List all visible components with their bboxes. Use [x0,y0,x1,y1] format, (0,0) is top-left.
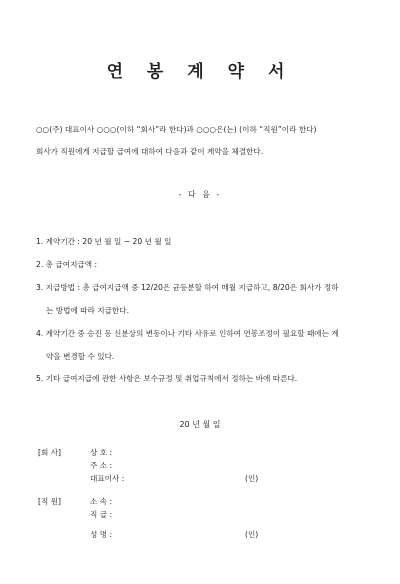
clause-2: 2. 총 급여지급액 : [36,260,98,269]
employee-seal-mark: (인) [245,530,259,539]
intro-line-1: ○○(주) 대표이사 ○○○(이하 “회사”라 한다)과 ○○○은(는) (이하 “직원”이라 한다) [36,125,317,134]
contract-date: 20 년 월 일 [179,420,221,429]
clause-4: 4. 계약기간 중 승진 등 신분상의 변동이나 기타 사유로 인하여 연봉조정이 필요할 때에는 계 [36,329,339,338]
clause-1: 1. 계약기간 : 20 년 월 일 ~ 20 년 월 일 [36,237,172,246]
document-title: 연 봉 계 약 서 [106,62,294,82]
company-name-label: 상 호 : [90,448,113,457]
section-heading: - 다 음 - [178,190,222,199]
company-ceo-label: 대표이사 : [90,474,125,483]
clause-3: 3. 지급방법 : 총 급여지급액 중 12/20은 균등분할 하여 매월 지급하고, 8/20은 회사가 정하 [36,283,339,292]
employee-label: [직 원] [38,497,62,506]
company-seal-mark: (인) [245,474,259,483]
clause-3-continued: 는 방법에 따라 지급한다. [46,306,130,315]
clause-4-continued: 약을 변경할 수 있다. [46,352,115,361]
company-address-label: 주 소 : [90,461,113,470]
employee-department-label: 소 속 : [90,497,113,506]
intro-line-2: 회사가 직원에게 지급할 급여에 대하여 다음과 같이 계약을 체결한다. [36,147,264,156]
company-label: [회 사] [38,448,62,457]
employee-name-label: 성 명 : [90,530,113,539]
clause-5: 5. 기타 급여지급에 관한 사항은 보수규정 및 취업규칙에서 정하는 바에 따른다. [36,374,298,383]
employee-rank-label: 직 급 : [90,510,113,519]
